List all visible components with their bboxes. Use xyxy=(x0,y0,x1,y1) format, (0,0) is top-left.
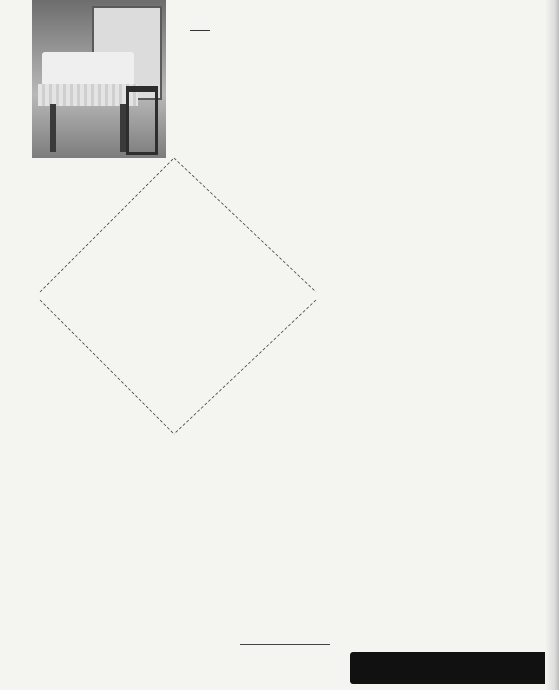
watermark-banner xyxy=(350,652,550,684)
series-footer xyxy=(240,644,330,645)
book-gutter xyxy=(545,0,559,690)
